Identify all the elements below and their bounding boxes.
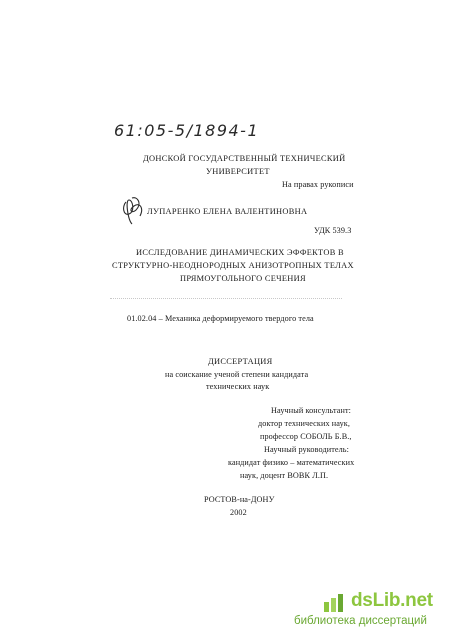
manuscript-note: На правах рукописи [282, 180, 354, 189]
author-name: ЛУПАРЕНКО ЕЛЕНА ВАЛЕНТИНОВНА [147, 207, 308, 216]
handwritten-archive-code: 61:05-5/1894-1 [114, 121, 260, 140]
title-line3: ПРЯМОУГОЛЬНОГО СЕЧЕНИЯ [180, 274, 306, 283]
university-name-line1: ДОНСКОЙ ГОСУДАРСТВЕННЫЙ ТЕХНИЧЕСКИЙ [143, 154, 346, 163]
dslib-logo-icon [322, 592, 348, 614]
specialty-code: 01.02.04 – Механика деформируемого твердого тела [127, 314, 314, 323]
supervisor-name: наук, доцент ВОВК Л.П. [240, 471, 329, 480]
year: 2002 [230, 508, 247, 517]
dissertation-heading: ДИССЕРТАЦИЯ [208, 357, 273, 366]
watermark-subtitle: библиотека диссертаций [294, 615, 427, 627]
degree-line2: технических наук [206, 382, 270, 391]
consultant-name: профессор СОБОЛЬ Б.В., [260, 432, 352, 441]
watermark-title: dsLib.net [351, 590, 433, 611]
supervisor-label: Научный руководитель: [264, 445, 350, 454]
city: РОСТОВ-на-ДОНУ [204, 495, 275, 504]
supervisor-degree: кандидат физико – математических [228, 458, 355, 467]
degree-line1: на соискание ученой степени кандидата [165, 370, 309, 379]
udk-code: УДК 539.3 [314, 226, 352, 235]
separator-line [110, 298, 342, 299]
title-line1: ИССЛЕДОВАНИЕ ДИНАМИЧЕСКИХ ЭФФЕКТОВ В [136, 248, 344, 257]
university-name-line2: УНИВЕРСИТЕТ [206, 167, 270, 176]
consultant-degree: доктор технических наук, [258, 419, 351, 428]
author-signature [120, 194, 146, 226]
consultant-label: Научный консультант: [271, 406, 352, 415]
title-line2: СТРУКТУРНО-НЕОДНОРОДНЫХ АНИЗОТРОПНЫХ ТЕЛАХ [112, 261, 354, 270]
dslib-watermark [276, 590, 446, 630]
